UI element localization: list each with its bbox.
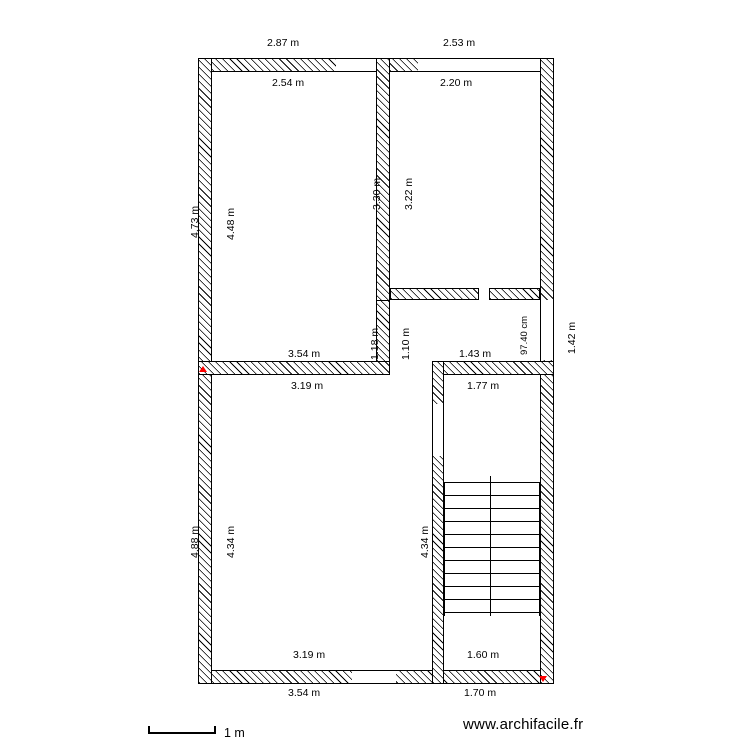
dim-left-outer-upper: 4.73 m: [189, 205, 201, 238]
door-marker-left: [199, 366, 207, 372]
window-top-left: [336, 58, 376, 72]
scale-bar-tick-start: [148, 726, 150, 734]
wall-interior-horizontal-upper-right: [390, 288, 540, 300]
dim-middle-upper-right: 1.43 m: [459, 348, 492, 360]
stair-step: [444, 495, 540, 496]
dim-right-small-vertical: 97.40 cm: [519, 315, 530, 355]
stair-railing-center: [490, 476, 491, 616]
dim-left-inner-upper: 4.48 m: [225, 207, 237, 240]
dim-top-inner-left: 2.54 m: [272, 77, 305, 89]
wall-interior-horizontal-middle-right: [432, 361, 554, 375]
stair-step: [444, 586, 540, 587]
scale-bar: [148, 724, 216, 734]
stair-step: [444, 534, 540, 535]
dim-bottom-inner-left: 3.19 m: [293, 649, 326, 661]
dim-small-vertical-left: 1.18 m: [369, 327, 381, 360]
stair-step: [444, 612, 540, 613]
dim-stair-vertical: 4.34 m: [419, 525, 431, 558]
scale-bar-line: [148, 732, 216, 734]
wall-interior-horizontal-middle-left: [198, 361, 390, 375]
dim-left-inner-lower: 4.34 m: [225, 525, 237, 558]
dim-middle-lower-right: 1.77 m: [467, 380, 500, 392]
dim-small-vertical-right: 1.10 m: [400, 327, 412, 360]
dim-top-outer-left: 2.87 m: [267, 37, 300, 49]
staircase: [444, 482, 540, 616]
dim-right-outer-vertical: 1.42 m: [566, 321, 578, 354]
scale-bar-tick-end: [214, 726, 216, 734]
stair-step: [444, 508, 540, 509]
dim-top-inner-right: 2.20 m: [440, 77, 473, 89]
dim-bottom-outer-left: 3.54 m: [288, 687, 321, 699]
stair-railing-left: [444, 482, 445, 616]
stair-step: [444, 560, 540, 561]
website-credit: www.archifacile.fr: [463, 716, 584, 733]
dim-mid-vertical-left: 3.30 m: [371, 177, 383, 210]
dim-bottom-inner-right: 1.60 m: [467, 649, 500, 661]
door-upper-right-room: [478, 288, 490, 300]
scale-bar-label: 1 m: [224, 726, 245, 740]
window-top-right: [418, 58, 540, 72]
window-bottom-left: [352, 670, 396, 684]
dim-middle-lower-left: 3.19 m: [291, 380, 324, 392]
stair-step: [444, 521, 540, 522]
stair-step: [444, 482, 540, 483]
stair-step: [444, 573, 540, 574]
dim-top-outer-right: 2.53 m: [443, 37, 476, 49]
window-right-side: [540, 300, 554, 360]
dim-middle-upper-left: 3.54 m: [288, 348, 321, 360]
door-marker-bottom-right: [539, 676, 547, 682]
door-stairwell: [432, 404, 444, 456]
dim-bottom-outer-right: 1.70 m: [464, 687, 497, 699]
stair-step: [444, 547, 540, 548]
stair-railing-right: [539, 482, 540, 616]
dim-left-outer-lower: 4.88 m: [189, 525, 201, 558]
dim-mid-vertical-right: 3.22 m: [403, 177, 415, 210]
stair-step: [444, 599, 540, 600]
